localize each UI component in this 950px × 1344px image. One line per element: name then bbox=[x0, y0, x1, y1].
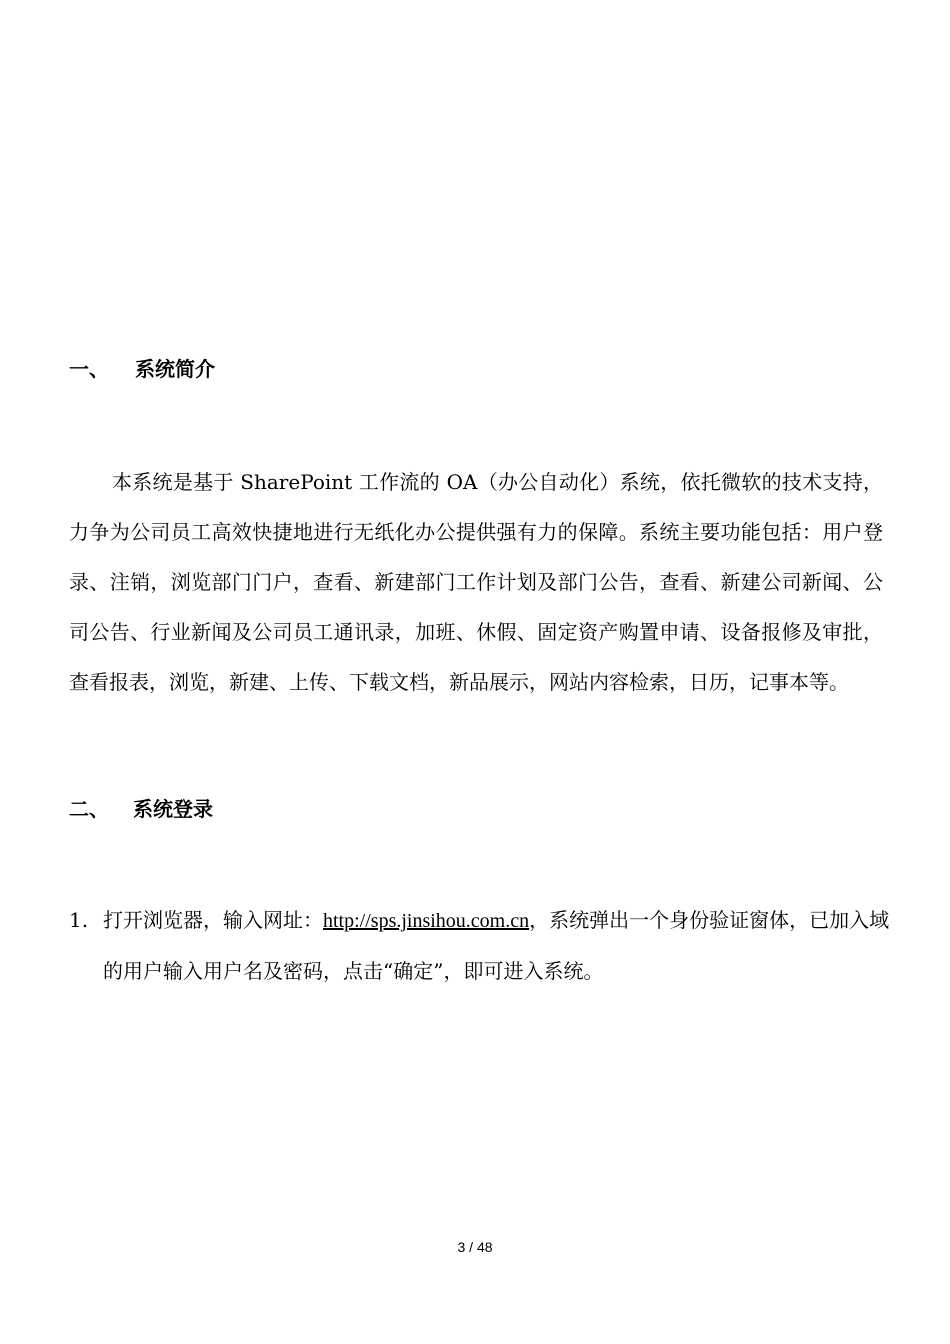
section-heading-login bbox=[69, 797, 213, 821]
intro-paragraph: 本系统是基于 SharePoint 工作流的 OA（办公自动化）系统，依托微软的技术支持，力争为公司员工高效快捷地进行无纸化办公提供强有力的保障。系统主要功能包括：用户登录、注销，浏览部门门户，查看、新建部门工作计划及部门公告，查看、新建公司新闻、公司公告、行业新闻及公司员工通讯录，加班、休假、固定资产购置申请、设备报修及审批，查看报表，浏览，新建、上传、下载文档，新品展示，网站内容检索，日历，记事本等。 bbox=[69, 470, 883, 694]
website-link[interactable]: http://sps.jinsihou.com.cn bbox=[323, 910, 530, 932]
list-item-text bbox=[103, 895, 891, 996]
section-heading-intro bbox=[69, 357, 215, 381]
section-title: 系统简介 bbox=[135, 357, 215, 381]
section-number: 一、 bbox=[69, 357, 109, 381]
section-number: 二、 bbox=[69, 797, 109, 821]
section-title: 系统登录 bbox=[133, 797, 213, 821]
list-item bbox=[69, 895, 891, 996]
list-marker: 1. bbox=[69, 908, 89, 932]
item-text-before: 打开浏览器，输入网址： bbox=[103, 908, 323, 932]
item-text-after: ，系统弹出一个身份验证窗体，已加入域的用户输入用户名及密码，点击“确定”，即可进入系统。 bbox=[103, 908, 890, 983]
page-number: 3 / 48 bbox=[457, 1239, 493, 1255]
